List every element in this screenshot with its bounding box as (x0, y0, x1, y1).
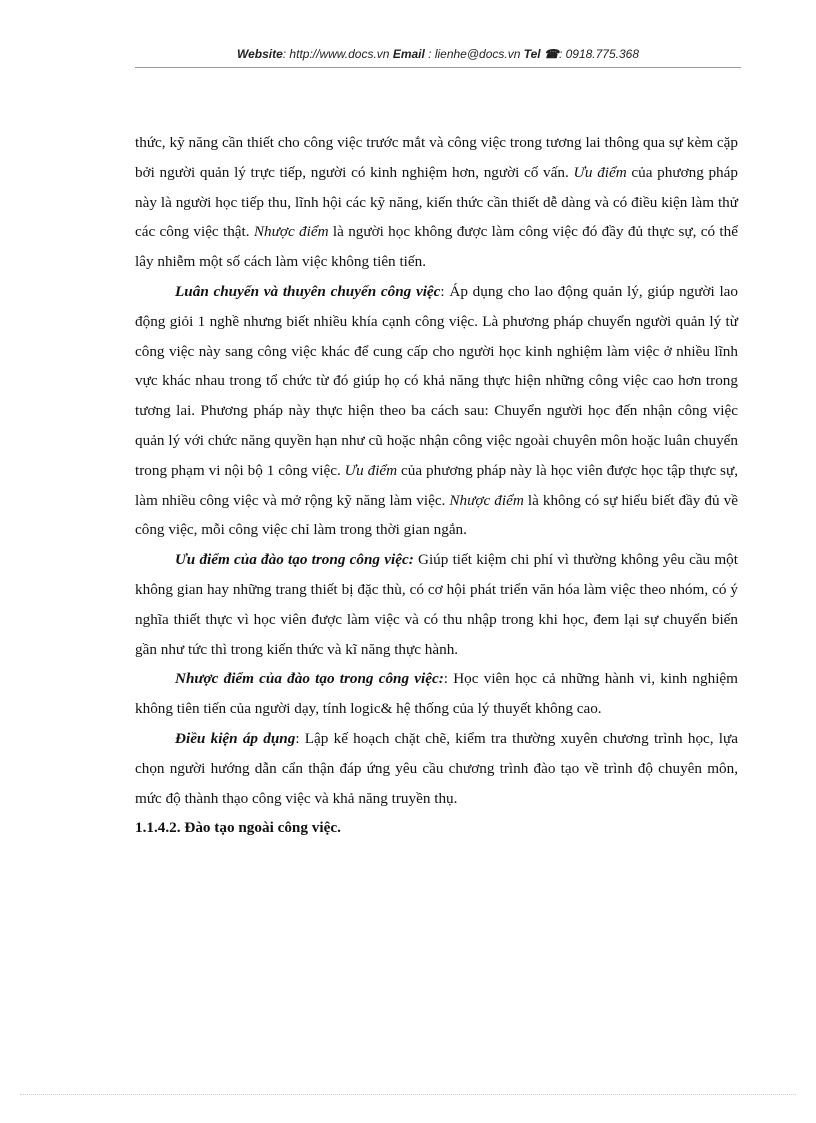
section-heading: 1.1.4.2. Đào tạo ngoài công việc. (135, 819, 341, 837)
italic-term: Ưu điểm (344, 461, 398, 479)
bold-italic-title: Luân chuyển và thuyên chuyển công việc (175, 282, 441, 300)
page-bottom-divider (20, 1094, 796, 1095)
italic-term: Nhược điểm (253, 223, 329, 241)
paragraph-luan-chuyen (135, 277, 738, 545)
tel-label: Tel (523, 47, 541, 61)
document-body (135, 128, 738, 843)
email-value: : lienhe@docs.vn (424, 47, 524, 61)
text-span: : Áp dụng cho lao động quản lý, giúp người lao động giỏi 1 nghề nhưng biết nhiều khía cạnh công việc. Là phương pháp chuyển người quản lý từ công việc này sang công việc khác để cung cấp cho người học kinh nghiệm làm việc ở nhiều lĩnh vực khác nhau trong tổ chức từ đó giúp họ có khả năng thực hiện những công việc cao hơn trong tương lai. Phương pháp này thực hiện theo ba cách sau: Chuyển người học đến nhận công việc quản lý với chức năng quyền hạn như cũ hoặc nhận công việc ngoài chuyên môn hoặc luân chuyển trong phạm vi nội bộ 1 công việc. (135, 282, 739, 479)
italic-term: Ưu điểm (573, 163, 627, 181)
paragraph-uu-diem (135, 545, 738, 664)
email-label: Email (392, 47, 425, 61)
text-span: thức, kỹ năng cần thiết cho công việc trước mắt và công việc trong tương lai thông qua sự kèm cặp bởi người quản lý trực tiếp, người có kinh nghiệm hơn, người cố vấn. (135, 134, 738, 181)
text-span: của phương pháp này là học viên được học tập thực sự, làm nhiều công việc và mở rộng kỹ năng làm việc. (135, 461, 738, 509)
header-divider (135, 67, 741, 68)
text-span: là người học không được làm công việc đó đầy đủ thực sự, có thể lây nhiễm một số cách làm việc không tiên tiến. (135, 223, 738, 271)
text-span: : Học viên học cả những hành vi, kinh nghiệm không tiên tiến của người dạy, tính logic& hệ thống của lý thuyết không cao. (135, 670, 738, 718)
website-value: : http://www.docs.vn (282, 47, 393, 61)
page-header (135, 47, 741, 61)
bold-italic-title: Nhược điểm của đào tạo trong công việc: (175, 670, 444, 688)
paragraph-nhuoc-diem (135, 664, 738, 724)
text-span: là không có sự hiểu biết đầy đủ về công việc, mỗi công việc chỉ làm trong thời gian ngắn. (135, 491, 738, 539)
paragraph-kem-cap (135, 128, 738, 277)
bold-italic-title: Điều kiện áp dụng (175, 729, 296, 747)
text-span: : Lập kế hoạch chặt chẽ, kiểm tra thường xuyên chương trình học, lựa chọn người hướng dẫn cẩn thận đáp ứng yêu cầu chương trình đào tạo về trình độ chuyên môn, mức độ thành thạo công việc và khả năng truyền thụ. (135, 729, 738, 807)
bold-italic-title: Ưu điểm của đào tạo trong công việc: (175, 551, 414, 569)
website-label: Website (236, 47, 283, 61)
text-span: của phương pháp này là người học tiếp thu, lĩnh hội các kỹ năng, kiến thức cần thiết dễ dàng và có điều kiện làm thử các công việc thật. (135, 163, 738, 241)
tel-value: : 0918.775.368 (558, 47, 640, 61)
phone-icon: ☎ (543, 47, 559, 61)
paragraph-dieu-kien (135, 724, 738, 813)
text-span: Giúp tiết kiệm chi phí vì thường không yêu cầu một không gian hay những trang thiết bị đặc thù, có cơ hội phát triển văn hóa làm việc theo nhóm, có ý nghĩa thiết thực vì học viên được làm việc và có thu nhập trong khi học, đem lại sự chuyển biến gần như tức thì trong kiến thức và kĩ năng thực hành. (135, 551, 738, 658)
italic-term: Nhược điểm (449, 491, 524, 509)
